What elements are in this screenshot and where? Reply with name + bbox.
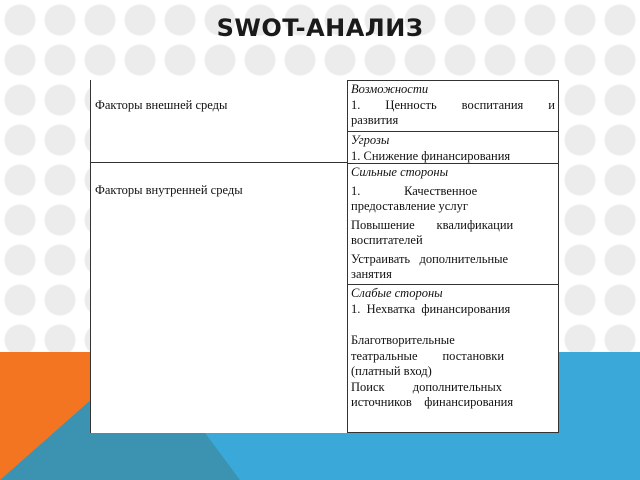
opportunities-heading: Возможности xyxy=(351,82,429,96)
opportunities-cell xyxy=(348,80,559,131)
threats-cell xyxy=(348,131,559,163)
strengths-line-5: Устраивать дополнительные xyxy=(351,251,509,266)
internal-factors-label: Факторы внутренней среды xyxy=(95,183,243,197)
weaknesses-line-1: 1. Нехватка финансирования xyxy=(351,301,511,316)
strengths-line-3: Повышение квалификации xyxy=(351,217,514,232)
weaknesses-line-2: Благотворительные xyxy=(351,333,455,347)
weaknesses-cell xyxy=(348,284,559,433)
weaknesses-line-3: театральные постановки xyxy=(351,348,505,363)
external-factors-label: Факторы внешней среды xyxy=(95,98,228,112)
swot-table xyxy=(90,80,559,433)
opportunities-line-2: развития xyxy=(351,113,399,127)
strengths-line-4: воспитателей xyxy=(351,233,423,247)
strengths-line-6: занятия xyxy=(351,267,392,281)
slide-title: SWOT-АНАЛИЗ xyxy=(216,14,424,42)
weaknesses-line-6: источников финансирования xyxy=(351,395,514,409)
factors-column xyxy=(91,80,347,433)
swot-items-column xyxy=(348,80,559,433)
weaknesses-heading: Слабые стороны xyxy=(351,286,443,300)
weaknesses-line-5: Поиск дополнительных xyxy=(351,379,503,394)
row-divider xyxy=(91,162,347,163)
opportunities-line-1: 1. Ценность воспитания и xyxy=(351,97,555,112)
strengths-line-1: 1. Качественное xyxy=(351,183,478,198)
threats-heading: Угрозы xyxy=(351,133,390,147)
strengths-line-2: предоставление услуг xyxy=(351,199,468,213)
strengths-cell xyxy=(348,163,559,284)
weaknesses-line-4: (платный вход) xyxy=(351,364,432,378)
threats-line-1: 1. Снижение финансирования xyxy=(351,148,511,163)
strengths-heading: Сильные стороны xyxy=(351,165,449,179)
